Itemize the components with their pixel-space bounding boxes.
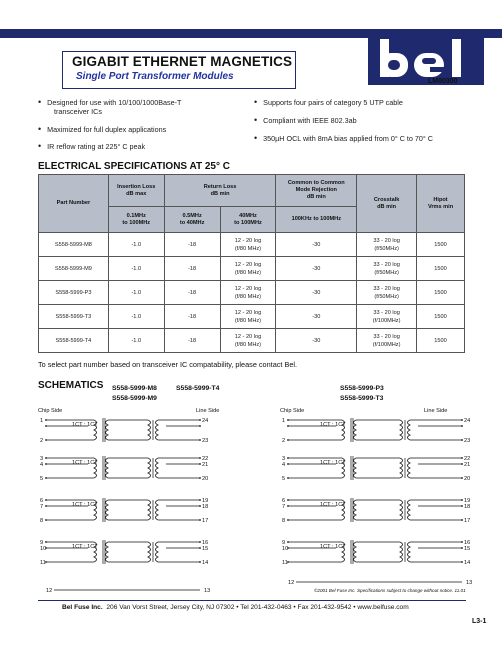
- pin-number: 18: [464, 504, 471, 510]
- turns-ratio: 1CT : 1CT: [320, 422, 346, 428]
- turns-ratio: 1CT : 1CT: [320, 544, 346, 550]
- choke-coil: [400, 542, 403, 562]
- feature-item: • IR reflow rating at 225° C peak: [38, 141, 146, 151]
- feature-item: • Supports four pairs of category 5 UTP cable: [254, 97, 403, 107]
- pin-number: 15: [202, 546, 209, 552]
- pin-dot: [461, 561, 463, 563]
- transformer-coil: [354, 542, 357, 562]
- pin-dot: [199, 457, 201, 459]
- pin-number: 17: [464, 518, 471, 524]
- pin-number: 4: [40, 462, 44, 468]
- pin-dot: [287, 439, 289, 441]
- pin-dot: [45, 477, 47, 479]
- pin-dot: [287, 477, 289, 479]
- pin-number: 22: [202, 456, 209, 462]
- page-subtitle: Single Port Transformer Modules: [76, 71, 234, 82]
- choke-coil: [148, 500, 151, 520]
- pin-dot: [45, 519, 47, 521]
- pin-number: 21: [202, 462, 209, 468]
- pin-dot: [199, 505, 201, 507]
- pin-number: 20: [464, 476, 471, 482]
- pin-dot: [199, 541, 201, 543]
- pin-dot: [461, 457, 463, 459]
- pin-number: 7: [40, 504, 44, 510]
- pin-dot: [45, 425, 47, 427]
- pin-number: 4: [282, 462, 286, 468]
- pin-dot: [199, 463, 201, 465]
- pin-number: 13: [466, 580, 473, 586]
- choke-coil: [148, 542, 151, 562]
- selection-note: To select part number based on transceiver IC compatability, please contact Bel.: [38, 360, 298, 369]
- col-il-range: 0.1MHz to 100MHz: [108, 207, 164, 233]
- pin-number: 13: [204, 588, 211, 594]
- pin-dot: [461, 425, 463, 427]
- pin-dot: [461, 519, 463, 521]
- choke-coil: [408, 542, 411, 562]
- pin-number: 1: [282, 418, 286, 424]
- col-return-loss: Return Loss dB min: [164, 175, 276, 207]
- feature-item: • Compliant with IEEE 802.3ab: [254, 115, 357, 125]
- pin-dot: [461, 463, 463, 465]
- pin-number: 24: [202, 418, 209, 424]
- footer-text: Bel Fuse Inc. 206 Van Vorst Street, Jersey City, NJ 07302 • Tel 201-432-0463 • Fax 201-432-9542 • www.belfuse.com: [62, 604, 409, 611]
- pin-number: 21: [464, 462, 471, 468]
- pin-number: 8: [40, 518, 44, 524]
- pin-dot: [461, 419, 463, 421]
- copyright-note: ©2001 Bel Fuse Inc. Specifications subject to change without notice. 11.01: [314, 588, 466, 593]
- pin-number: 15: [464, 546, 471, 552]
- pin-number: 16: [464, 540, 471, 546]
- table-row: S558-5999-P3 -1.0 -18 12 - 20 log (f/80 MHz) -30 33 - 20 log (f/50MHz) 1500: [39, 281, 465, 305]
- pin-dot: [461, 547, 463, 549]
- pin-dot: [45, 457, 47, 459]
- turns-ratio: 1CT : 1CT: [72, 502, 98, 508]
- page-title: GIGABIT ETHERNET MAGNETICS: [72, 54, 293, 69]
- pin-number: 5: [282, 476, 286, 482]
- transformer-coil: [106, 542, 109, 562]
- pin-number: 19: [202, 498, 209, 504]
- pin-dot: [461, 505, 463, 507]
- transformer-coil: [106, 458, 109, 478]
- pin-number: 5: [40, 476, 44, 482]
- turns-ratio: 1CT : 1CT: [72, 544, 98, 550]
- schematic-part-label: S558-5999-M8: [112, 385, 157, 392]
- pin-number: 1: [40, 418, 44, 424]
- transformer-coil: [354, 420, 357, 440]
- choke-coil: [400, 500, 403, 520]
- pin-dot: [45, 419, 47, 421]
- pin-dot: [287, 463, 289, 465]
- footer-rule: [38, 600, 466, 601]
- col-cmrr-range: 100KHz to 100MHz: [276, 207, 357, 233]
- pin-dot: [45, 505, 47, 507]
- pin-dot: [287, 519, 289, 521]
- pin-dot: [461, 499, 463, 501]
- pin-dot: [45, 463, 47, 465]
- pin-dot: [461, 541, 463, 543]
- pin-dot: [199, 499, 201, 501]
- pin-number: 20: [202, 476, 209, 482]
- choke-coil: [156, 500, 159, 520]
- schematic-part-label: S558-5999-P3: [340, 385, 384, 392]
- pin-dot: [45, 439, 47, 441]
- transformer-coil: [106, 420, 109, 440]
- specs-heading: ELECTRICAL SPECIFICATIONS AT 25° C: [38, 161, 230, 172]
- col-crosstalk: Crosstalk dB min: [357, 175, 417, 233]
- document-number: LM00300: [428, 78, 458, 85]
- pin-dot: [199, 519, 201, 521]
- pin-dot: [45, 499, 47, 501]
- chip-side-label: Chip Side: [38, 408, 63, 414]
- transformer-coil: [354, 458, 357, 478]
- schematic-part-label: S558-5999-M9: [112, 395, 157, 402]
- pin-number: 6: [40, 498, 44, 504]
- choke-coil: [148, 458, 151, 478]
- schematic-part-label: S558-5999-T3: [340, 395, 384, 402]
- choke-coil: [148, 420, 151, 440]
- choke-coil: [400, 420, 403, 440]
- pin-dot: [287, 425, 289, 427]
- col-hipot: Hipot Vrms min: [417, 175, 465, 233]
- transformer-coil: [354, 500, 357, 520]
- choke-coil: [400, 458, 403, 478]
- pin-dot: [461, 477, 463, 479]
- schematics-heading: SCHEMATICS: [38, 380, 104, 391]
- col-insertion-loss: Insertion Loss dB max: [108, 175, 164, 207]
- choke-coil: [408, 420, 411, 440]
- pin-number: 8: [282, 518, 286, 524]
- schematic-part-label: S558-5999-T4: [176, 385, 220, 392]
- line-side-label: Line Side: [196, 408, 220, 414]
- pin-dot: [461, 439, 463, 441]
- choke-coil: [156, 420, 159, 440]
- turns-ratio: 1CT : 1CT: [72, 422, 98, 428]
- table-row: S558-5999-M9 -1.0 -18 12 - 20 log (f/80 MHz) -30 33 - 20 log (f/50MHz) 1500: [39, 257, 465, 281]
- pin-dot: [199, 477, 201, 479]
- pin-dot: [199, 547, 201, 549]
- pin-number: 9: [282, 540, 286, 546]
- col-part-number: Part Number: [39, 175, 109, 233]
- pin-number: 2: [40, 438, 44, 444]
- pin-dot: [287, 499, 289, 501]
- pin-number: 16: [202, 540, 209, 546]
- pin-dot: [199, 425, 201, 427]
- choke-coil: [156, 542, 159, 562]
- pin-number: 10: [40, 546, 47, 552]
- pin-number: 2: [282, 438, 286, 444]
- pin-number: 14: [202, 560, 209, 566]
- pin-number: 12: [288, 580, 295, 586]
- pin-dot: [287, 541, 289, 543]
- page-number: L3-1: [472, 618, 487, 625]
- pin-dot: [199, 419, 201, 421]
- feature-item: • Designed for use with 10/100/1000Base-T transceiver ICs: [38, 97, 182, 116]
- pin-number: 6: [282, 498, 286, 504]
- pin-dot: [199, 561, 201, 563]
- pin-number: 23: [464, 438, 471, 444]
- pin-number: 17: [202, 518, 209, 524]
- pin-number: 12: [46, 588, 53, 594]
- pin-number: 19: [464, 498, 471, 504]
- pin-number: 22: [464, 456, 471, 462]
- pin-number: 3: [40, 456, 44, 462]
- table-row: S558-5999-M8 -1.0 -18 12 - 20 log (f/80 MHz) -30 33 - 20 log (f/50MHz) 1500: [39, 233, 465, 257]
- pin-dot: [287, 505, 289, 507]
- pin-number: 7: [282, 504, 286, 510]
- choke-coil: [408, 458, 411, 478]
- pin-number: 23: [202, 438, 209, 444]
- col-rl-range-1: 0.5MHz to 40MHz: [164, 207, 220, 233]
- pin-dot: [287, 419, 289, 421]
- turns-ratio: 1CT : 1CT: [320, 460, 346, 466]
- turns-ratio: 1CT : 1CT: [320, 502, 346, 508]
- pin-number: 3: [282, 456, 286, 462]
- turns-ratio: 1CT : 1CT: [72, 460, 98, 466]
- choke-coil: [156, 458, 159, 478]
- col-rl-range-2: 40MHz to 100MHz: [220, 207, 276, 233]
- pin-dot: [199, 439, 201, 441]
- col-cmrr: Common to Common Mode Rejection dB min: [276, 175, 357, 207]
- table-row: S558-5999-T3 -1.0 -18 12 - 20 log (f/80 MHz) -30 33 - 20 log (f/100MHz) 1500: [39, 305, 465, 329]
- feature-item: • Maximized for full duplex applications: [38, 124, 167, 134]
- transformer-coil: [106, 500, 109, 520]
- pin-dot: [45, 541, 47, 543]
- pin-number: 11: [40, 560, 46, 566]
- pin-number: 14: [464, 560, 471, 566]
- pin-number: 10: [282, 546, 289, 552]
- line-side-label: Line Side: [424, 408, 448, 414]
- pin-dot: [287, 457, 289, 459]
- feature-item: • 350µH OCL with 8mA bias applied from 0° C to 70° C: [254, 133, 433, 143]
- pin-number: 9: [40, 540, 44, 546]
- chip-side-label: Chip Side: [280, 408, 305, 414]
- pin-number: 11: [282, 560, 288, 566]
- choke-coil: [408, 500, 411, 520]
- table-row: S558-5999-T4 -1.0 -18 12 - 20 log (f/80 MHz) -30 33 - 20 log (f/100MHz) 1500: [39, 329, 465, 353]
- pin-number: 18: [202, 504, 209, 510]
- pin-number: 24: [464, 418, 471, 424]
